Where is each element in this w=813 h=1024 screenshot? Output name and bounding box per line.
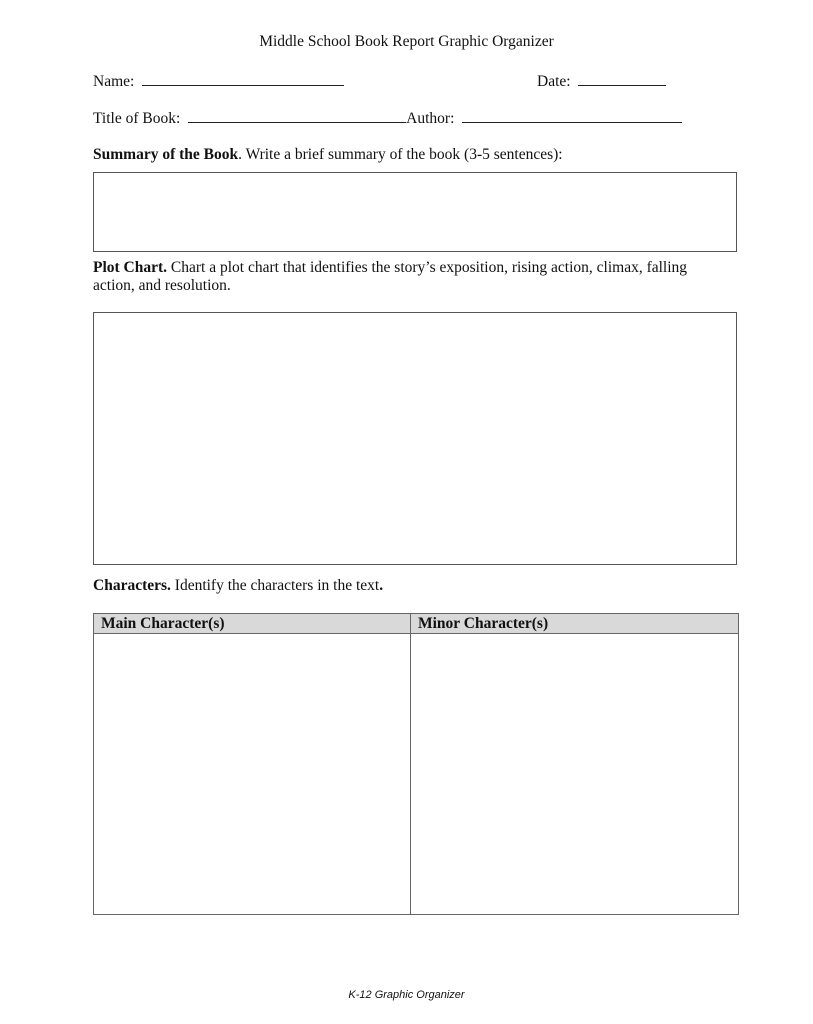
title-label: Title of Book: [93,110,181,127]
table-header-row [94,614,739,634]
name-label: Name: [93,73,135,90]
table-row [94,634,739,915]
plot-instructions-line2: action, and resolution. [93,277,231,294]
plot-instructions-line1: Chart a plot chart that identifies the story’s exposition, rising action, climax, falling [167,259,688,276]
page-title: Middle School Book Report Graphic Organizer [259,33,554,50]
plot-prompt [93,259,687,277]
main-characters-cell[interactable] [94,634,411,915]
page-footer: K-12 Graphic Organizer [348,989,465,1001]
characters-table [93,613,739,915]
title-author-row [93,108,682,128]
date-blank[interactable] [578,71,666,86]
date-field[interactable] [537,71,666,91]
title-blank[interactable] [188,108,406,123]
characters-period: . [379,577,384,594]
main-characters-header: Main Character(s) [94,614,411,634]
summary-heading: Summary of the Book [93,146,239,163]
characters-instructions: Identify the characters in the text [170,577,380,594]
summary-instructions: . Write a brief summary of the book (3-5 sentences): [238,146,563,163]
summary-box[interactable] [93,172,737,252]
author-blank[interactable] [462,108,682,123]
characters-prompt [93,577,383,595]
author-label: Author: [406,110,455,127]
name-field[interactable] [93,71,344,91]
characters-heading: Characters. [93,577,171,594]
plot-chart-box[interactable] [93,312,737,565]
summary-prompt [93,146,563,164]
date-label: Date: [537,73,571,90]
minor-characters-header: Minor Character(s) [411,614,739,634]
name-blank[interactable] [142,71,344,86]
minor-characters-cell[interactable] [411,634,739,915]
plot-heading: Plot Chart. [93,259,168,276]
